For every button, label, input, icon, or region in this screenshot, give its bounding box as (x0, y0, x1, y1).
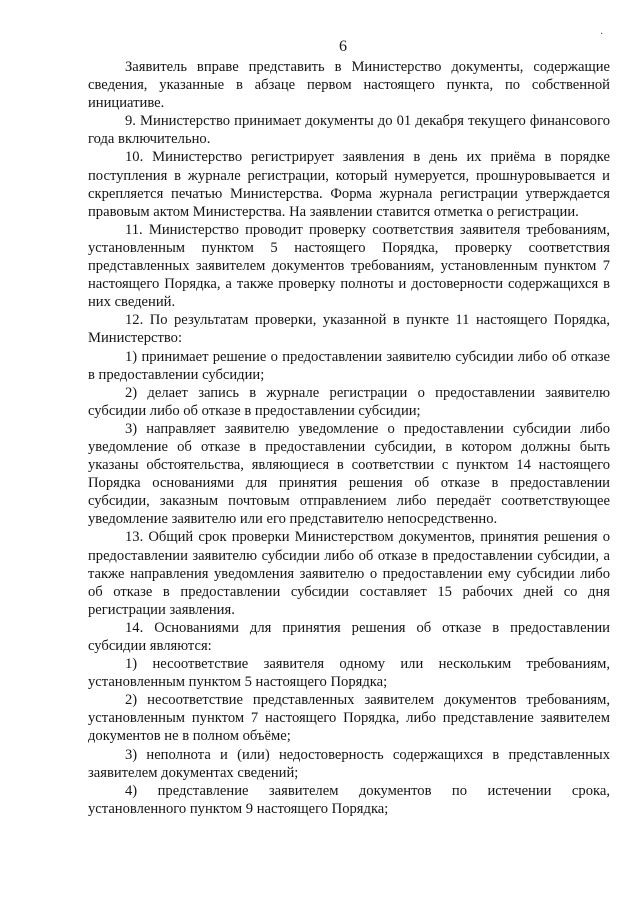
paragraph-item-12-sub-3: 3) направляет заявителю уведомление о предоставлении субсидии либо уведомление об отказе в предоставлении субсидии, в котором должны быть указаны обстоятельства, являющиеся в соответствии с пунктом 14 настоящего Порядка основаниями для принятия решения об отказе в предоставлении субсидии, заказным почтовым отправлением либо передаёт соответствующее уведомление заявителю или его представителю непосредственно. (88, 420, 610, 528)
paragraph-item-14-sub-3: 3) неполнота и (или) недостоверность содержащихся в представленных заявителем документах сведений; (88, 746, 610, 781)
paragraph-item-12-sub-2: 2) делает запись в журнале регистрации о предоставлении заявителю субсидии либо об отказе в предоставлении субсидии; (88, 384, 610, 419)
paragraph-item-9: 9. Министерство принимает документы до 01 декабря текущего финансового года включительно. (88, 113, 610, 148)
paragraph-applicant-right: Заявитель вправе представить в Министерство документы, содержащие сведения, указанные в абзаце первом настоящего пункта, по собственной инициативе. (88, 59, 610, 112)
paragraph-item-14-sub-2: 2) несоответствие представленных заявителем документов требованиям, установленным пунктом 7 настоящего Порядка, либо представление заявителем документов не в полном объёме; (88, 692, 610, 745)
document-body (88, 58, 610, 818)
paragraph-item-14: 14. Основаниями для принятия решения об отказе в предоставлении субсидии являются: (88, 619, 610, 654)
paragraph-item-13: 13. Общий срок проверки Министерством документов, принятия решения о предоставлении заявителю субсидии либо об отказе в предоставлении субсидии, а также направления уведомления заявителю о предоставлении ему субсидии либо об отказе в предоставлении субсидии составляет 15 рабочих дней со дня регистрации заявления. (88, 529, 610, 618)
paragraph-item-12-sub-1: 1) принимает решение о предоставлении заявителю субсидии либо об отказе в предоставлении субсидии; (88, 348, 610, 383)
paragraph-item-12: 12. По результатам проверки, указанной в пункте 11 настоящего Порядка, Министерство: (88, 312, 610, 347)
paragraph-item-14-sub-1: 1) несоответствие заявителя одному или нескольким требованиям, установленным пунктом 5 настоящего Порядка; (88, 656, 610, 691)
page-number: 6 (339, 38, 347, 55)
corner-mark: · (600, 29, 604, 40)
paragraph-item-11: 11. Министерство проводит проверку соответствия заявителя требованиям, установленным пунктом 5 настоящего Порядка, проверку соответствия представленных заявителем документов требованиям, установленным пунктом 7 настоящего Порядка, а также проверку полноты и достоверности содержащихся в них сведений. (88, 221, 610, 311)
paragraph-item-14-sub-4: 4) представление заявителем документов по истечении срока, установленного пунктом 9 настоящего Порядка; (88, 782, 610, 817)
paragraph-item-10: 10. Министерство регистрирует заявления в день их приёма в порядке поступления в журнале регистрации, который нумеруется, прошнуровывается и скрепляется печатью Министерства. Форма журнала регистрации утверждается правовым актом Министерства. На заявлении ставится отметка о регистрации. (88, 149, 610, 220)
